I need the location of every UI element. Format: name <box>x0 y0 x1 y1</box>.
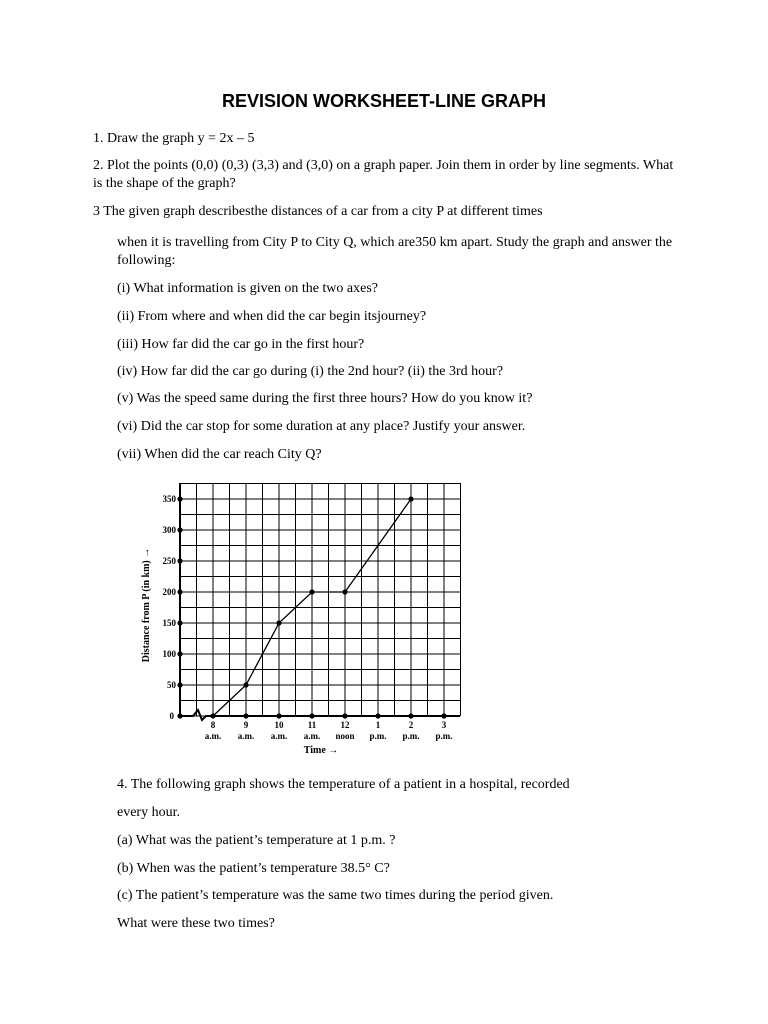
x-tick-dot <box>309 713 314 718</box>
y-tick-label: 150 <box>162 618 176 628</box>
question-3-part: (iv) How far did the car go during (i) the 2nd hour? (ii) the 3rd hour? <box>117 364 504 379</box>
x-tick-label: 9 <box>243 720 249 730</box>
x-tick-dot <box>441 713 446 718</box>
question-3-part: (vii) When did the car reach City Q? <box>117 447 322 462</box>
x-tick-label: 10 <box>274 720 284 730</box>
data-point <box>408 496 413 501</box>
question-4: 4. The following graph shows the temperature of a patient in a hospital, recorded <box>117 777 570 792</box>
x-tick-label: 3 <box>441 720 447 730</box>
chart-grid <box>180 483 461 716</box>
x-tick-sublabel: p.m. <box>402 731 420 741</box>
x-tick-dot <box>276 713 281 718</box>
y-tick-dot <box>177 527 182 532</box>
data-point <box>309 589 314 594</box>
y-tick-dot <box>177 620 182 625</box>
y-tick-label: 100 <box>162 649 176 659</box>
question-2: 2. Plot the points (0,0) (0,3) (3,3) and (3,0) on a graph paper. Join them in order by line segments. What is the shape of the graph? <box>93 158 674 191</box>
x-tick-sublabel: a.m. <box>303 731 321 741</box>
y-tick-dot <box>177 682 182 687</box>
x-tick-dot <box>375 713 380 718</box>
y-axis-label: Distance from P (in km) → <box>141 547 152 663</box>
y-tick-dot <box>177 558 182 563</box>
x-tick-dot <box>342 713 347 718</box>
x-tick-label: 8 <box>210 720 216 730</box>
y-tick-label: 350 <box>162 494 176 504</box>
page-title: REVISION WORKSHEET-LINE GRAPH <box>221 91 547 111</box>
question-1: 1. Draw the graph y = 2x – 5 <box>93 131 255 146</box>
x-tick-dot <box>408 713 413 718</box>
question-4-part: (b) When was the patient’s temperature 38.5° C? <box>117 861 390 876</box>
data-point <box>342 589 347 594</box>
x-tick-label: 1 <box>375 720 381 730</box>
x-tick-sublabel: noon <box>335 731 355 741</box>
chart-axes <box>180 483 460 720</box>
distance-time-line-graph <box>130 475 470 765</box>
x-tick-sublabel: p.m. <box>435 731 453 741</box>
x-axis-label: Time → <box>303 745 339 756</box>
y-tick-dot <box>177 496 182 501</box>
y-tick-label: 50 <box>167 680 176 690</box>
x-tick-label: 11 <box>307 720 317 730</box>
origin-dot <box>177 713 182 718</box>
x-axis <box>180 710 460 720</box>
y-tick-dot <box>177 589 182 594</box>
question-3-part: (vi) Did the car stop for some duration at any place? Justify your answer. <box>117 419 526 434</box>
question-3: 3 The given graph describesthe distances of a car from a city P at different times <box>93 204 543 219</box>
y-tick-label: 300 <box>162 525 176 535</box>
y-tick-label: 250 <box>162 556 176 566</box>
x-tick-label: 2 <box>408 720 414 730</box>
x-tick-sublabel: a.m. <box>270 731 288 741</box>
question-4-part: What were these two times? <box>117 916 275 931</box>
x-tick-sublabel: a.m. <box>237 731 255 741</box>
question-3-part: (v) Was the speed same during the first three hours? How do you know it? <box>117 391 533 406</box>
data-point <box>243 682 248 687</box>
question-3-part: (ii) From where and when did the car begin itsjourney? <box>117 309 427 324</box>
question-4-part: (c) The patient’s temperature was the same two times during the period given. <box>117 888 554 903</box>
question-3-continued: when it is travelling from City P to City Q, which are350 km apart. Study the graph and answer the following: <box>117 235 673 268</box>
y-tick-label: 200 <box>162 587 176 597</box>
y-tick-label: 0 <box>169 711 174 721</box>
data-point <box>276 620 281 625</box>
question-3-part: (i) What information is given on the two axes? <box>117 281 379 296</box>
question-3-part: (iii) How far did the car go in the first hour? <box>117 337 365 352</box>
x-tick-label: 12 <box>340 720 350 730</box>
x-tick-dot <box>243 713 248 718</box>
x-tick-sublabel: a.m. <box>204 731 222 741</box>
question-4-continued: every hour. <box>117 805 180 820</box>
question-4-part: (a) What was the patient’s temperature at 1 p.m. ? <box>117 833 396 848</box>
x-tick-sublabel: p.m. <box>369 731 387 741</box>
y-tick-dot <box>177 651 182 656</box>
